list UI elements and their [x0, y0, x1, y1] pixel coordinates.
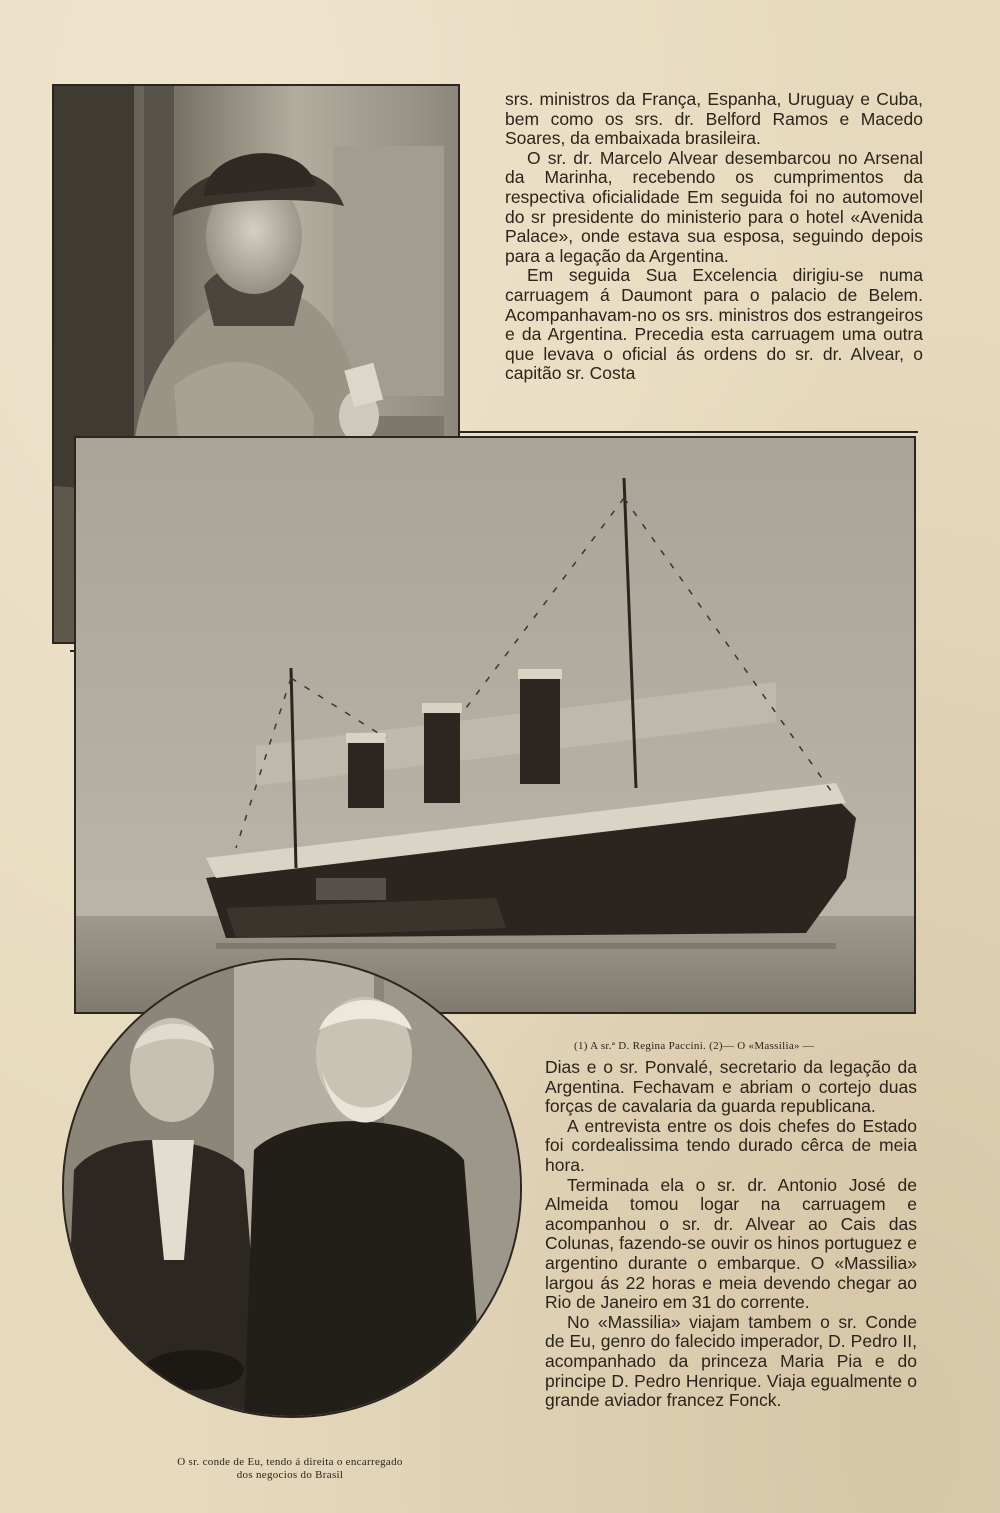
paragraph: Terminada ela o sr. dr. Antonio José de Almeida tomou logar na carruagem e acompanhou o sr. dr. Alvear ao Cais das Colunas, fazendo-se ouvir os hinos portuguez e argentino durante o embarque. O «Massilia» largou ás 22 horas e meia devendo chegar ao Rio de Janeiro em 31 do corrente.	[545, 1174, 917, 1313]
paragraph: srs. ministros da França, Espanha, Uruguay e Cuba, bem como os srs. dr. Belford Ramos e Macedo Soares, da embaixada brasileira.	[505, 89, 923, 149]
paragraph: A entrevista entre os dois chefes do Estado foi cordealissima tendo durado cêrca de meia hora.	[545, 1115, 917, 1175]
article-column-top	[505, 90, 923, 384]
caption-ship: (1) A sr.ª D. Regina Paccini. (2)— O «Massilia» —	[574, 1040, 815, 1052]
caption-conde-de-eu	[90, 1456, 490, 1482]
divider-rule	[460, 431, 918, 433]
paragraph: No «Massilia» viajam tambem o sr. Conde de Eu, genro do falecido imperador, D. Pedro II, acompanhado da princeza Maria Pia e do principe D. Pedro Henrique. Viaja egualmente o grande aviador francez Fonck.	[545, 1311, 917, 1411]
paragraph: O sr. dr. Marcelo Alvear desembarcou no Arsenal da Marinha, recebendo os cumprimentos da respectiva oficialidade Em seguida foi no automovel do sr presidente do ministerio para o hotel «Avenida Palace», onde estava sua esposa, seguindo depois para a legação da Argentina.	[505, 147, 923, 266]
caption-line: dos negocios do Brasil	[236, 1469, 344, 1481]
photo-conde-de-eu	[62, 958, 522, 1418]
article-column-bottom	[545, 1058, 917, 1411]
photo-massilia-ship	[74, 436, 916, 1014]
paragraph: Dias e o sr. Ponvalé, secretario da legação da Argentina. Fechavam e abriam o cortejo duas forças de cavalaria da guarda republicana.	[545, 1057, 917, 1117]
caption-line: O sr. conde de Eu, tendo á direita o encarregado	[177, 1456, 403, 1468]
paragraph: Em seguida Sua Excelencia dirigiu-se numa carruagem á Daumont para o palacio de Belem. Acompanhavam-no os srs. ministros dos estrangeiros e da Argentina. Precedia esta carruagem uma outra que levava o oficial ás ordens do sr. dr. Alvear, o capitão sr. Costa	[505, 265, 923, 384]
